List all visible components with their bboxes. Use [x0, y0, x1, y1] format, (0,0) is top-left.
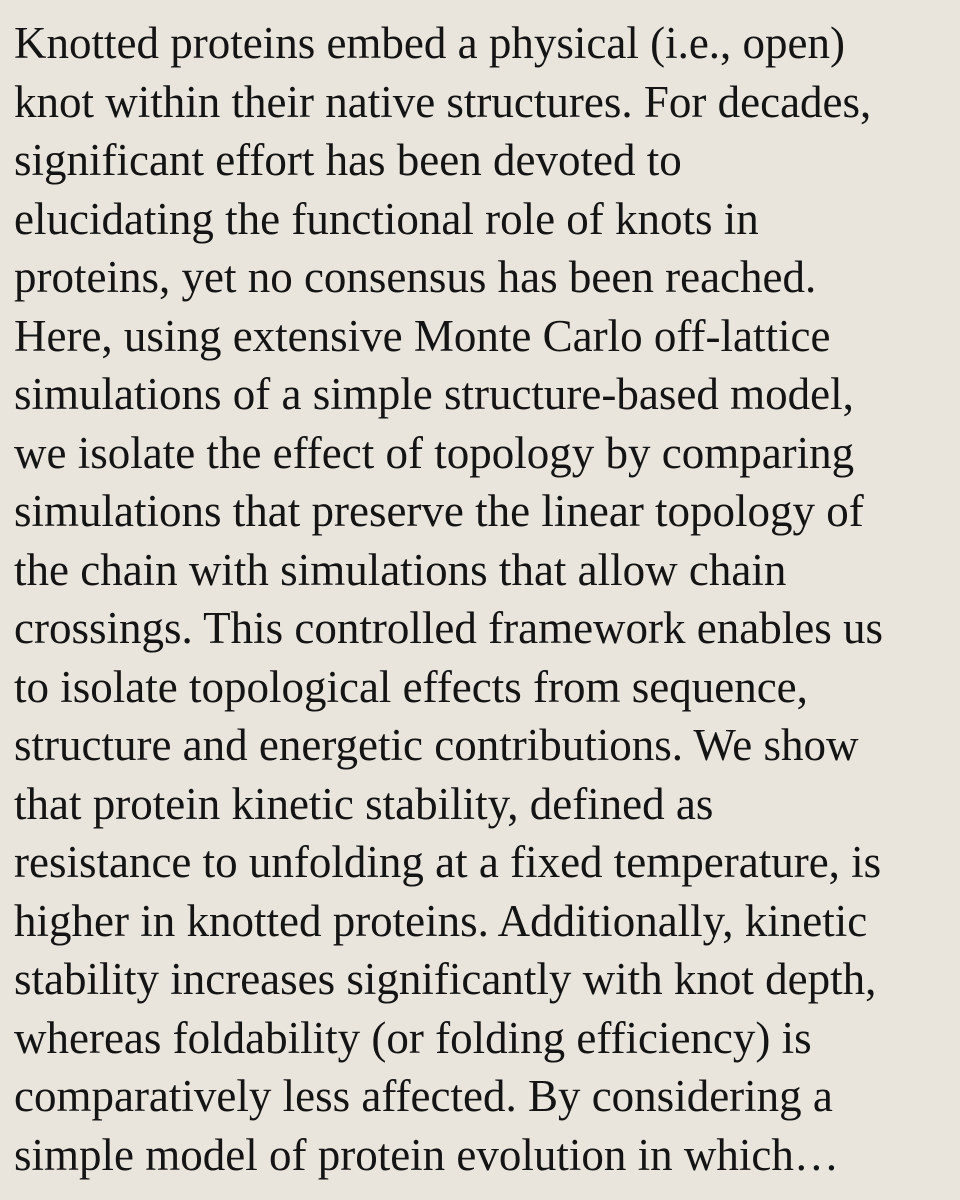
text-line: simulations that preserve the linear topology of	[14, 486, 864, 536]
text-line: Here, using extensive Monte Carlo off-lattice	[14, 310, 831, 361]
text-line: stability increases significantly with knot depth,	[14, 954, 877, 1004]
text-line: simple model of protein evolution in which…	[14, 1129, 839, 1180]
abstract-text	[14, 14, 946, 1184]
text-line: proteins, yet no consensus has been reached.	[14, 252, 817, 302]
text-line: elucidating the functional role of knots in	[14, 193, 759, 244]
text-line: resistance to unfolding at a fixed temperature, is	[14, 837, 882, 887]
text-line: the chain with simulations that allow chain	[14, 544, 787, 595]
text-line: Knotted proteins embed a physical (i.e., open)	[14, 18, 846, 68]
text-line: knot within their native structures. For decades,	[14, 76, 872, 127]
text-line: simulations of a simple structure-based model,	[14, 369, 854, 419]
text-line: we isolate the effect of topology by comparing	[14, 427, 855, 478]
text-line: significant effort has been devoted to	[14, 135, 682, 185]
text-line: that protein kinetic stability, defined as	[14, 778, 714, 829]
text-line: comparatively less affected. By considering a	[14, 1071, 833, 1121]
text-line: whereas foldability (or folding efficiency) is	[14, 1012, 812, 1063]
text-line: to isolate topological effects from sequence,	[14, 661, 808, 712]
text-line: higher in knotted proteins. Additionally, kinetic	[14, 895, 868, 946]
text-line: crossings. This controlled framework enables us	[14, 603, 883, 653]
text-line: structure and energetic contributions. We show	[14, 720, 859, 770]
